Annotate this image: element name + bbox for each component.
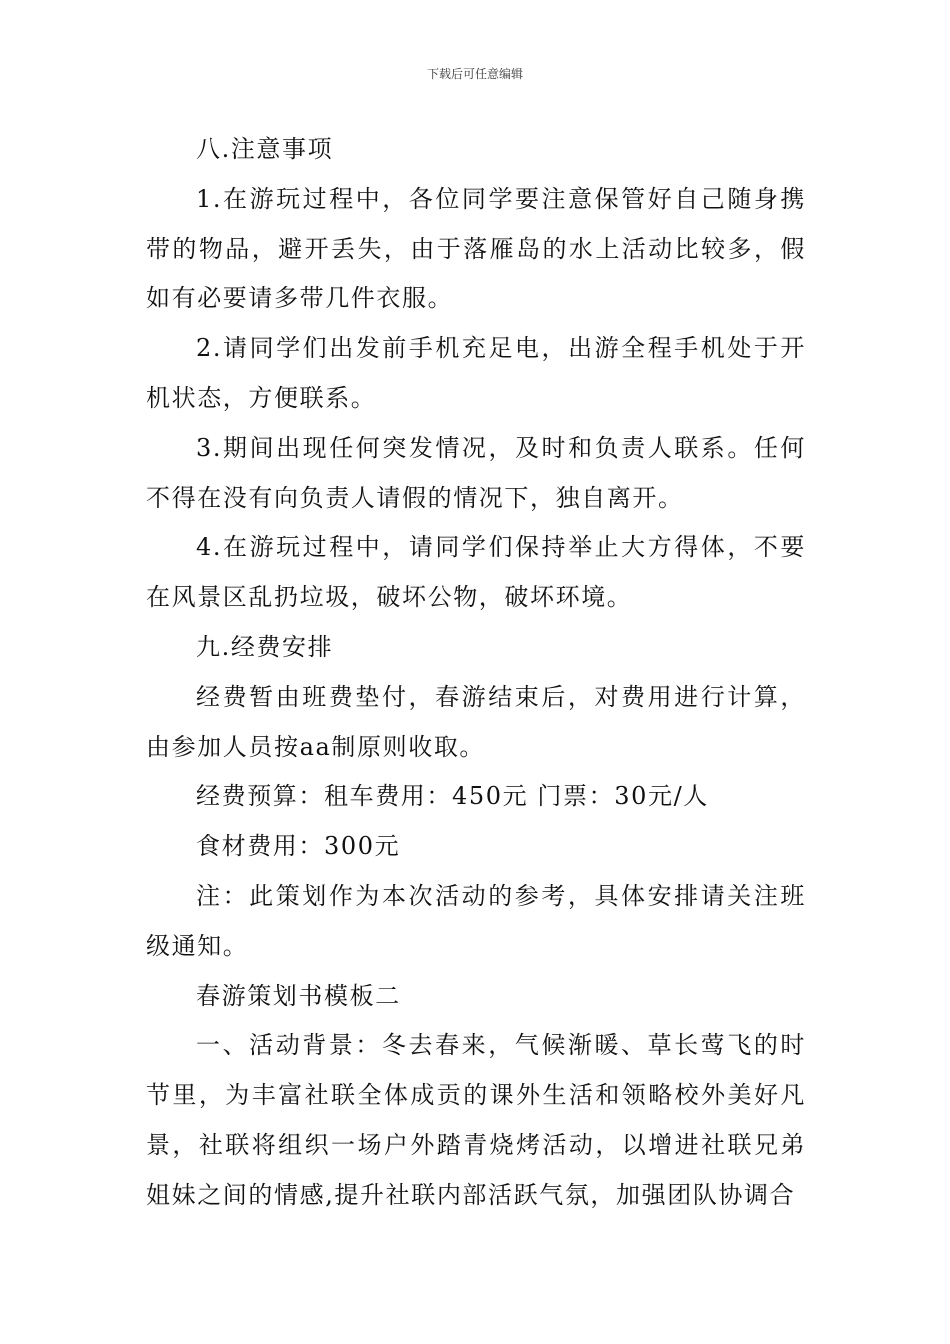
section-heading-expenses: 九.经费安排 (196, 632, 334, 661)
paragraph-food-cost: 食材费用：300元 (196, 832, 401, 861)
paragraph-note: 注：此策划作为本次活动的参考，具体安排请关注班级通知。 (146, 881, 806, 960)
section-heading-precautions: 八.注意事项 (196, 135, 334, 163)
paragraph-expense-payment: 经费暂由班费垫付，春游结束后，对费用进行计算，由参加人员按aa制原则收取。 (146, 682, 806, 761)
paragraph-expense-budget: 经费预算：租车费用：450元 门票：30元/人 (196, 782, 709, 811)
paragraph-precaution-3: 3.期间出现任何突发情况，及时和负责人联系。任何不得在没有向负责人请假的情况下，独自离开。 (146, 433, 806, 512)
page-header: 下载后可任意编辑 (426, 67, 523, 81)
paragraph-precaution-1: 1.在游玩过程中，各位同学要注意保管好自己随身携带的物品，避开丢失，由于落雁岛的水上活动比较多，假如有必要请多带几件衣服。 (146, 184, 806, 313)
template-two-title: 春游策划书模板二 (196, 981, 401, 1010)
paragraph-precaution-2: 2.请同学们出发前手机充足电，出游全程手机处于开机状态，方便联系。 (146, 334, 806, 412)
paragraph-precaution-4: 4.在游玩过程中，请同学们保持举止大方得体，不要在风景区乱扔垃圾，破坏公物，破坏环境。 (146, 533, 806, 612)
paragraph-activity-background: 一、活动背景：冬去春来，气候渐暖、草长莺飞的时节里，为丰富社联全体成贡的课外生活和领略校外美好凡景，社联将组织一场户外踏青烧烤活动，以增进社联兄弟姐妹之间的情感,提升社联内部活跃气氛，加强团队协调合 (146, 1031, 806, 1209)
document-body (146, 125, 806, 1221)
